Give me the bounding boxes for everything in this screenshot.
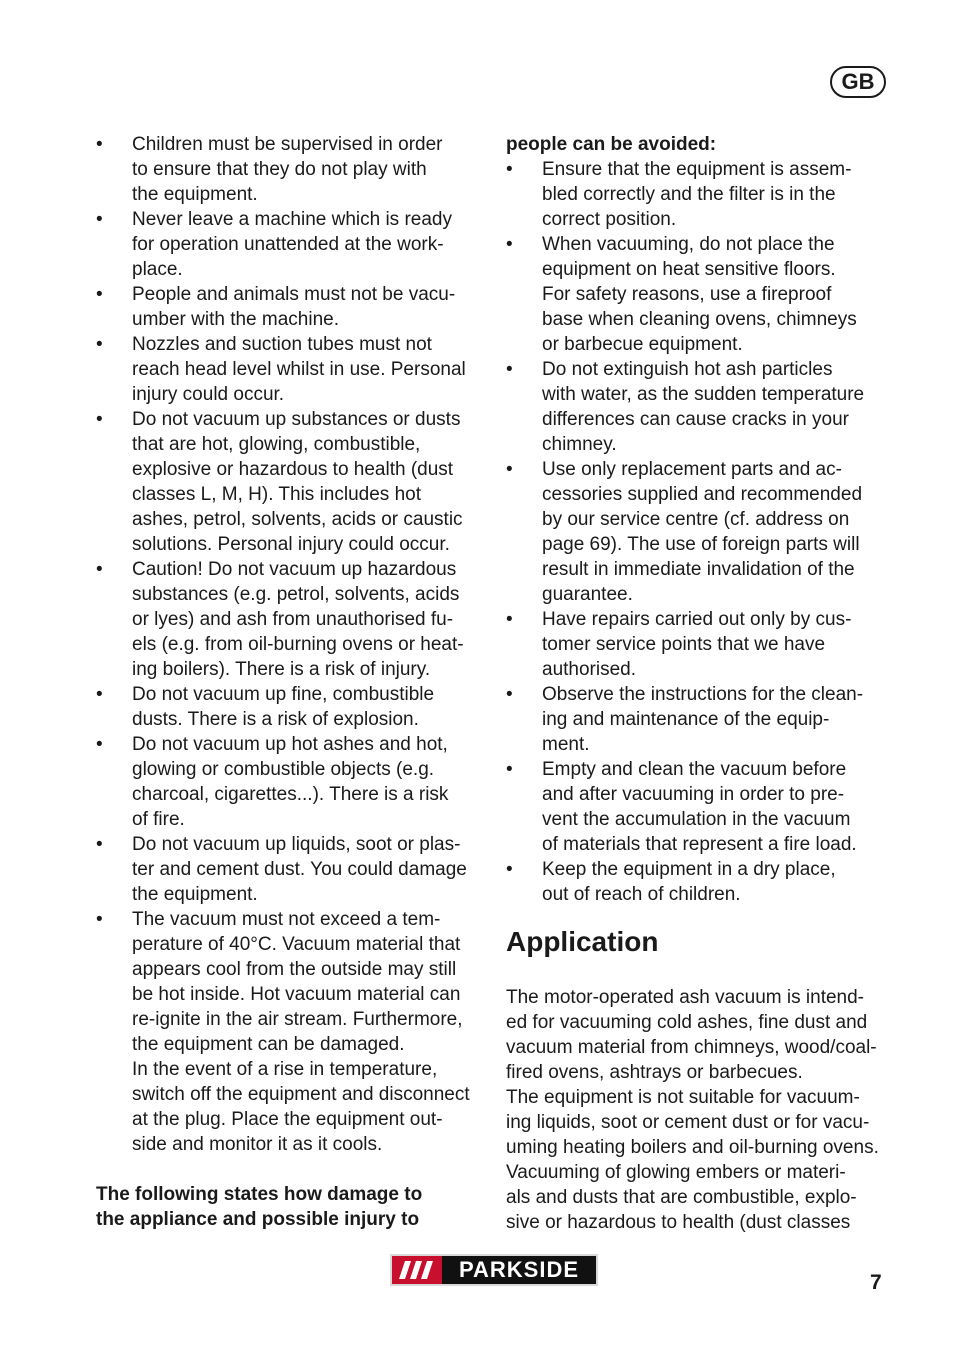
- left-column: [96, 132, 486, 1232]
- safety-list-right: [506, 157, 896, 907]
- list-item-text: Do not vacuum up hot ashes and hot, glowing or combustible objects (e.g. charcoal, cigarettes...). There is a risk of fire.: [132, 734, 449, 830]
- list-item: [96, 332, 486, 407]
- list-item-text: Do not vacuum up fine, combustible dusts. There is a risk of explosion.: [132, 684, 435, 730]
- bullet-icon: •: [96, 684, 103, 705]
- bullet-icon: •: [96, 409, 103, 430]
- bullet-icon: •: [506, 359, 513, 380]
- list-item-text: Have repairs carried out only by cus- tomer service points that we have authorised.: [542, 609, 852, 680]
- damage-prevention-heading: The following states how damage to the appliance and possible injury to: [96, 1184, 423, 1230]
- list-item: [96, 732, 486, 832]
- list-item-text: Empty and clean the vacuum before and after vacuuming in order to pre- vent the accumulation in the vacuum of materials that represent a fire load.: [542, 759, 857, 855]
- list-item: [96, 832, 486, 907]
- logo-stripes-icon: [392, 1256, 442, 1284]
- page-number: 7: [870, 1271, 882, 1294]
- list-item: [96, 207, 486, 282]
- list-item-text: Do not extinguish hot ash particles with water, as the sudden temperature differences can cause cracks in your chimney.: [542, 359, 865, 455]
- bullet-icon: •: [96, 284, 103, 305]
- bullet-icon: •: [96, 209, 103, 230]
- list-item: [506, 607, 896, 682]
- list-item: [506, 857, 896, 907]
- list-item-text: Children must be supervised in order to ensure that they do not play with the equipment.: [132, 134, 443, 205]
- bullet-icon: •: [506, 159, 513, 180]
- bullet-icon: •: [506, 684, 513, 705]
- list-item: [506, 682, 896, 757]
- list-item: [506, 757, 896, 857]
- bullet-icon: •: [96, 734, 103, 755]
- list-item-text: Do not vacuum up substances or dusts that are hot, glowing, combustible, explosive or hazardous to health (dust classes L, M, H). This includes hot ashes, petrol, solvents, acids or caustic solutions. Personal injury could occur.: [132, 409, 463, 555]
- list-item: [96, 132, 486, 207]
- bullet-icon: •: [506, 234, 513, 255]
- bullet-icon: •: [506, 459, 513, 480]
- list-item: [506, 457, 896, 607]
- list-item: [96, 407, 486, 557]
- list-item-text: Do not vacuum up liquids, soot or plas- ter and cement dust. You could damage the equipment.: [132, 834, 467, 905]
- logo-text: PARKSIDE: [442, 1256, 596, 1284]
- list-item-text: Never leave a machine which is ready for operation unattended at the work- place.: [132, 209, 452, 280]
- bullet-icon: •: [506, 609, 513, 630]
- language-badge: GB: [830, 66, 886, 98]
- bullet-icon: •: [96, 134, 103, 155]
- list-item-text: Nozzles and suction tubes must not reach head level whilst in use. Personal injury could occur.: [132, 334, 466, 405]
- parkside-logo: [390, 1254, 598, 1286]
- list-item-text: Observe the instructions for the clean- ing and maintenance of the equip- ment.: [542, 684, 864, 755]
- list-item: [96, 907, 486, 1157]
- list-item: [96, 557, 486, 682]
- list-item-text: Keep the equipment in a dry place, out of reach of children.: [542, 859, 836, 905]
- application-paragraph: The motor-operated ash vacuum is intend- ed for vacuuming cold ashes, fine dust and vacuum material from chimneys, wood/coal- fired ovens, ashtrays or barbecues. The equipment is not suitable for vacuum- ing liquids, soot or cement dust or for vacu- uming heating boilers and oil-burning ovens. Vacuuming of glowing embers or materi- als and dusts that are combustible, explo- sive or hazardous to health (dust classes: [506, 987, 879, 1233]
- bullet-icon: •: [506, 759, 513, 780]
- list-item: [506, 157, 896, 232]
- list-item: [96, 682, 486, 732]
- bullet-icon: •: [96, 834, 103, 855]
- list-item-text: The vacuum must not exceed a tem- perature of 40°C. Vacuum material that appears cool from the outside may still be hot inside. Hot vacuum material can re-ignite in the air stream. Furthermore, the equipment can be damaged. In the event of a rise in temperature, switch off the equipment and disconnect at the plug. Place the equipment out- side and monitor it as it cools.: [132, 909, 470, 1155]
- safety-list-left: [96, 132, 486, 1157]
- list-item: [506, 357, 896, 457]
- list-item-text: Caution! Do not vacuum up hazardous substances (e.g. petrol, solvents, acids or lyes) and ash from unauthorised fu- els (e.g. from oil-burning ovens or heat- ing boilers). There is a risk of injury.: [132, 559, 464, 680]
- right-column: [506, 132, 896, 1235]
- list-item-text: Use only replacement parts and ac- cessories supplied and recommended by our service centre (cf. address on page 69). The use of foreign parts will result in immediate invalidation of the guarantee.: [542, 459, 863, 605]
- spacer: [96, 1157, 486, 1182]
- list-item-text: People and animals must not be vacu- umber with the machine.: [132, 284, 456, 330]
- bullet-icon: •: [96, 909, 103, 930]
- bullet-icon: •: [506, 859, 513, 880]
- list-item-text: When vacuuming, do not place the equipment on heat sensitive floors. For safety reasons, use a fireproof base when cleaning ovens, chimneys or barbecue equipment.: [542, 234, 857, 355]
- damage-prevention-heading-continued: people can be avoided:: [506, 134, 717, 155]
- section-title-application: Application: [506, 926, 659, 957]
- bullet-icon: •: [96, 559, 103, 580]
- list-item-text: Ensure that the equipment is assem- bled correctly and the filter is in the correct position.: [542, 159, 852, 230]
- list-item: [506, 232, 896, 357]
- list-item: [96, 282, 486, 332]
- bullet-icon: •: [96, 334, 103, 355]
